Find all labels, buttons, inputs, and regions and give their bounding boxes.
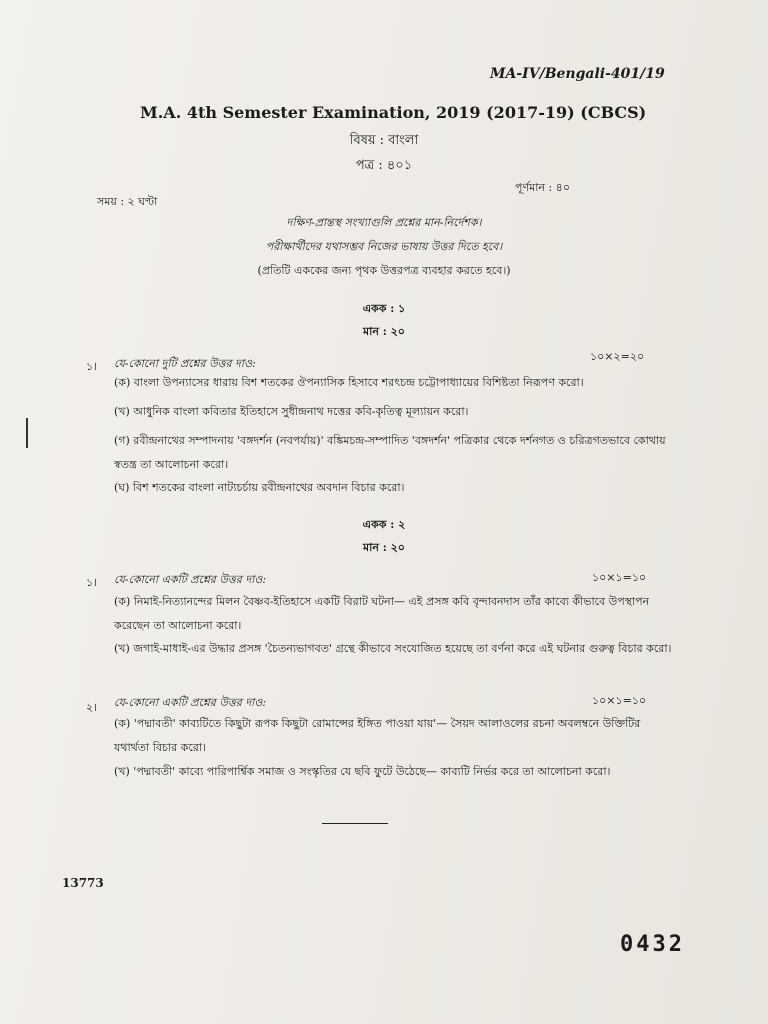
margin-mark [26, 418, 28, 448]
instruction-1: দক্ষিণ-প্রান্তস্থ সংখ্যাগুলি প্রশ্নের মান-নির্দেশক। [286, 216, 482, 229]
question-part: (খ) 'পদ্মাবতী' কাব্যে পারিপার্শ্বিক সমাজ ও সংস্কৃতির যে ছবি ফুটে উঠেছে— কাব্যটি নির্ভর করে তা আলোচনা করো। [114, 765, 611, 778]
question-number: ২। [86, 701, 98, 714]
subject-line: বিষয় : বাংলা [349, 133, 419, 148]
question-part: (ক) নিমাই-নিত্যানন্দের মিলন বৈষ্ণব-ইতিহাসে একটি বিরাট ঘটনা— এই প্রসঙ্গ কবি বৃন্দাবনদাস তাঁর কাব্যে কীভাবে উপস্থাপন করেছেন তা আলোচনা করো। [114, 595, 650, 632]
question-part: (খ) জগাই-মাধাই-এর উদ্ধার প্রসঙ্গ 'চৈতন্যভাগবত' গ্রন্থে কীভাবে সংযোজিত হয়েছে তা বর্ণনা করে এই ঘটনার গুরুত্ব বিচার করো। [114, 642, 672, 655]
question-prompt: যে-কোনো একটি প্রশ্নের উত্তর দাও: [114, 696, 267, 709]
time-allowed: সময় : ২ ঘণ্টা [97, 195, 158, 208]
instruction-3: (প্রতিটি এককের জন্য পৃথক উত্তরপত্র ব্যবহার করতে হবে।) [257, 264, 511, 277]
question-prompt: যে-কোনো একটি প্রশ্নের উত্তর দাও: [114, 573, 267, 586]
exam-title: M.A. 4th Semester Examination, 2019 (2017-19) (CBCS) [140, 103, 647, 122]
paper-code: MA-IV/Bengali-401/19 [490, 66, 665, 82]
question-marks: ১০×১=১০ [592, 571, 647, 584]
question-prompt: যে-কোনো দুটি প্রশ্নের উত্তর দাও: [114, 357, 256, 370]
question-marks: ১০×১=১০ [592, 694, 647, 707]
footer-number: 13773 [62, 876, 104, 890]
end-rule [322, 823, 388, 824]
question-number: ১। [86, 576, 98, 589]
question-number: ১। [86, 360, 98, 373]
unit-1-marks: মান : ২০ [363, 325, 405, 338]
question-part: (খ) আধুনিক বাংলা কবিতার ইতিহাসে সুধীন্দ্রনাথ দত্তের কবি-কৃতিত্ব মূল্যায়ন করো। [114, 405, 469, 418]
question-part: (ঘ) বিশ শতকের বাংলা নাট্যচর্চায় রবীন্দ্রনাথের অবদান বিচার করো। [114, 481, 405, 494]
question-part: (ক) বাংলা উপন্যাসের ধারায় বিশ শতকের ঔপন্যাসিক হিসাবে শরৎচন্দ্র চট্টোপাধ্যায়ের বিশিষ্টতা নিরূপণ করো। [114, 376, 584, 389]
question-marks: ১০×২=২০ [590, 350, 645, 363]
unit-1-heading: একক : ১ [362, 302, 406, 315]
question-part: (গ) রবীন্দ্রনাথের সম্পাদনায় 'বঙ্গদর্শন (নবপর্যায়)' বঙ্কিমচন্দ্র-সম্পাদিত 'বঙ্গদর্শন' পত্রিকার থেকে দর্শনগত ও চরিত্রগতভাবে কোথায় স্বতন্ত্র তা আলোচনা করো। [114, 434, 666, 471]
unit-2-marks: মান : ২০ [363, 541, 405, 554]
full-marks: পূর্ণমান : ৪০ [515, 181, 570, 194]
instruction-2: পরীক্ষার্থীদের যথাসম্ভব নিজের ভাষায় উত্তর দিতে হবে। [265, 240, 503, 253]
unit-2-heading: একক : ২ [362, 518, 406, 531]
paper-number: পত্র : ৪০১ [355, 158, 413, 173]
stamp-number: 0432 [620, 932, 685, 957]
question-part: (ক) 'পদ্মাবতী' কাব্যটিতে কিছুটা রূপক কিছুটা রোমান্সের ইঙ্গিত পাওয়া যায়'— সৈয়দ আলাওলের রচনা অবলম্বনে উক্তিটির যথার্থতা বিচার করো। [114, 717, 641, 754]
